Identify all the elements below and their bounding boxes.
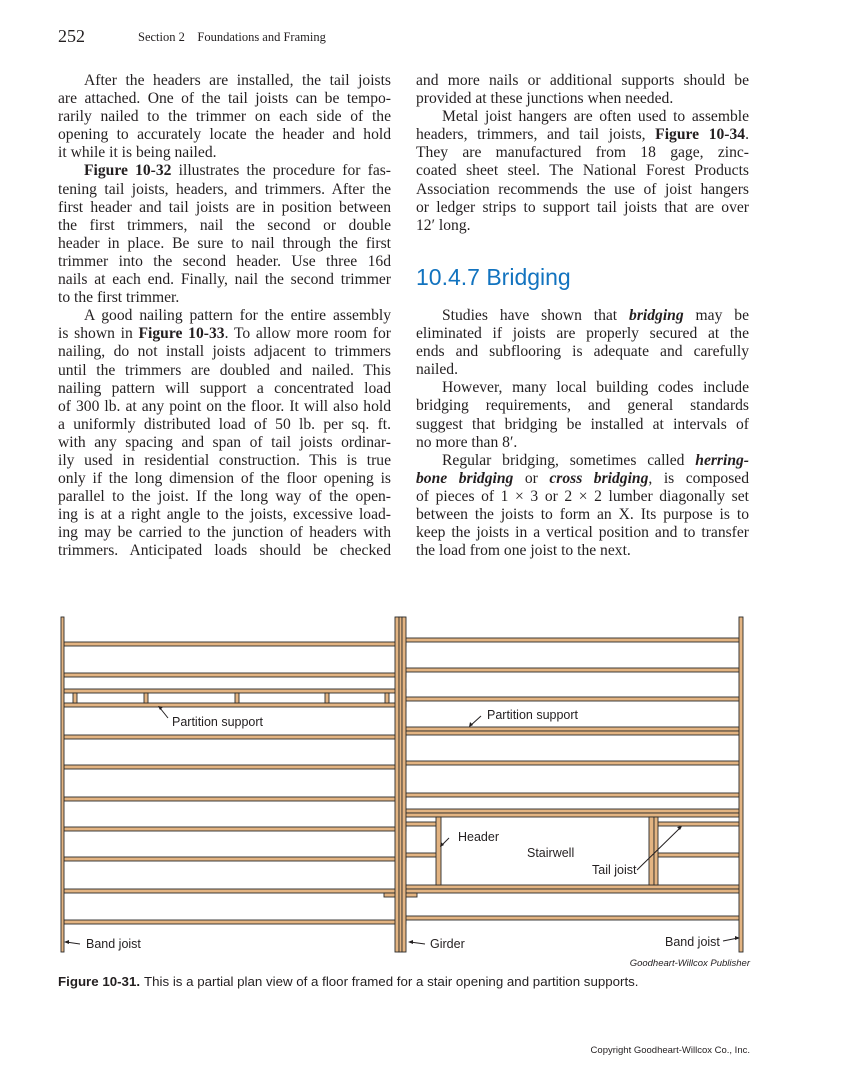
text-run: Association recommends the use of joist hangers	[416, 180, 749, 198]
label-partition-support-left: Partition support	[172, 715, 264, 729]
joist-left	[64, 857, 406, 861]
text-run: After the headers are installed, the tail joists	[84, 72, 391, 89]
tail-joist	[658, 853, 740, 857]
text-run: ing is at a right angle to the joists, excessive load-	[58, 506, 391, 524]
joist-left	[64, 703, 406, 707]
text-run: or ledger strips to support tail joists that are over	[416, 198, 749, 216]
text-run: rarily nailed to the trimmer on each side of the	[58, 108, 391, 126]
text-run: 12′ long.	[416, 216, 471, 234]
text-run: it while it is being nailed.	[58, 144, 217, 162]
text-run: only if the long dimension of the floor opening is	[58, 470, 391, 488]
text-run: nails at each end. Finally, nail the second trimmer	[58, 271, 391, 289]
text-run: until the trimmers are doubled and nailed. This	[58, 361, 391, 379]
text-run: nailing, do not install joists adjacent to trimmers	[58, 343, 391, 361]
text-run: keep the joists in a vertical position and to transfer	[416, 524, 749, 542]
text-run: suggest that bridging be installed at intervals of	[416, 415, 749, 433]
girder	[399, 617, 402, 952]
partition-block	[73, 693, 77, 703]
figure-caption	[58, 974, 639, 989]
tail-joist	[658, 822, 740, 826]
text-run: However, many local building codes include	[442, 379, 749, 397]
text-run: are attached. One of the tail joists can be tempo-	[58, 90, 391, 108]
joist-left	[64, 889, 406, 893]
text-run: opening to accurately locate the header and hold	[58, 126, 391, 144]
text-run: to the first trimmer.	[58, 289, 180, 307]
text-run: Regular bridging, sometimes called	[442, 451, 696, 469]
key-term: cross bridging	[549, 469, 649, 487]
text-run: nailing pattern will support a concentrated load	[58, 379, 391, 397]
text-run: may be	[683, 307, 749, 324]
text-run: ing may be carried to the junction of headers with	[58, 524, 391, 542]
text-run: with any spacing and span of tail joists ordinar-	[58, 433, 391, 451]
partition-block	[144, 693, 148, 703]
joist-right	[396, 727, 740, 731]
text-run: provided at these junctions when needed.	[416, 90, 674, 108]
joist-left	[64, 920, 406, 924]
joist-right	[396, 809, 740, 813]
text-run: Studies have shown that	[442, 307, 630, 324]
text-run: the first trimmers, nail the second or double	[58, 216, 391, 234]
arrow-partition-left	[160, 708, 168, 718]
bold-reference: Figure 10-33	[138, 325, 225, 343]
joist-right	[396, 731, 740, 735]
band-joist-right	[739, 617, 743, 952]
girder	[395, 617, 399, 952]
joist-right	[396, 761, 740, 765]
label-partition-support-right: Partition support	[487, 708, 579, 722]
joist-right	[396, 697, 740, 701]
key-term: bridging	[629, 307, 684, 324]
text-run: of 300 lb. at any point on the floor. It will also hold	[58, 397, 391, 415]
label-band-joist-left: Band joist	[86, 937, 141, 951]
text-run: a uniformly distributed load of 50 lb. per sq. ft.	[58, 415, 391, 433]
page-number: 252	[58, 26, 85, 46]
text-run: parallel to the joist. If the long way of the open-	[58, 488, 391, 506]
partition-block	[385, 693, 389, 703]
text-run: no more than 8′.	[416, 433, 518, 451]
text-run: .	[745, 126, 749, 144]
key-term: herring-	[695, 451, 749, 469]
joist-left	[64, 827, 406, 831]
text-run: nailed.	[416, 361, 458, 379]
text-run: of pieces of 1 × 3 or 2 × 2 lumber diagonally set	[416, 487, 749, 505]
key-term: bone bridging	[416, 469, 514, 487]
joist-left	[64, 673, 406, 677]
label-tail-joist: Tail joist	[592, 863, 637, 877]
joist-right	[396, 916, 740, 920]
text-run: the load from one joist to the next.	[416, 542, 631, 560]
running-header: Section 2 Foundations and Framing	[138, 30, 326, 44]
text-run: They are manufactured from 18 gage, zinc-	[416, 144, 749, 162]
joist-right	[396, 793, 740, 797]
copyright: Copyright Goodheart-Willcox Co., Inc.	[590, 1045, 750, 1056]
caption-number: Figure 10-31.	[58, 974, 141, 989]
text-run: first header and tail joists are in position between	[58, 198, 391, 216]
joist-right	[396, 638, 740, 642]
text-run: A good nailing pattern for the entire assembly	[84, 307, 391, 325]
text-run: headers, trimmers, and tail joists,	[416, 126, 656, 144]
text-run: tening tail joists, headers, and trimmers. After the	[58, 180, 391, 198]
girder	[402, 617, 406, 952]
bold-reference: Figure 10-34	[655, 126, 746, 144]
text-run: , is composed	[648, 469, 749, 487]
label-girder: Girder	[430, 937, 465, 951]
joist-right	[396, 668, 740, 672]
text-run: ends and subflooring is adequate and carefully	[416, 343, 749, 361]
text-run: eliminated if joists are properly secured at the	[416, 325, 749, 343]
text-run: Metal joist hangers are often used to assemble	[442, 108, 749, 126]
text-run: header in place. Be sure to nail through the first	[58, 234, 391, 252]
text-run: is shown in	[58, 325, 139, 343]
label-band-joist-right: Band joist	[665, 935, 720, 949]
text-run: coated sheet steel. The National Forest Products	[416, 162, 749, 180]
joist-left	[64, 735, 406, 739]
joist-left	[64, 765, 406, 769]
label-header: Header	[458, 830, 499, 844]
band-joist-left	[61, 617, 64, 952]
trimmer-header	[649, 817, 654, 885]
figure-credit: Goodheart-Willcox Publisher	[629, 958, 750, 969]
joist-left	[64, 689, 406, 693]
text-run: trimmers. Anticipated loads should be checked	[58, 542, 391, 560]
partition-block	[325, 693, 329, 703]
text-run: bridging requirements, and general standards	[416, 397, 749, 415]
text-run: or	[513, 469, 550, 487]
caption-text: This is a partial plan view of a floor framed for a stair opening and partition supports.	[144, 974, 639, 989]
joist-right	[396, 885, 740, 889]
bold-reference: Figure 10-32	[84, 162, 172, 180]
header	[436, 817, 441, 885]
joist-left	[64, 642, 406, 646]
arrow-tail-joist	[637, 827, 681, 870]
joist-left	[64, 797, 406, 801]
text-run: and more nails or additional supports should be	[416, 72, 749, 89]
text-run: . To allow more room for	[224, 325, 391, 343]
section-heading: 10.4.7 Bridging	[416, 264, 571, 290]
text-run: illustrates the procedure for fas-	[171, 162, 391, 180]
joist-right	[396, 889, 740, 893]
label-stairwell: Stairwell	[527, 846, 575, 860]
text-run: between the joists to form an X. Its purpose is to	[416, 506, 749, 524]
text-run: ily used in residential construction. This is true	[58, 451, 391, 469]
joist-right	[396, 813, 740, 817]
text-run: trimmer into the second header. Use three 16d	[58, 252, 391, 270]
partition-block	[235, 693, 239, 703]
